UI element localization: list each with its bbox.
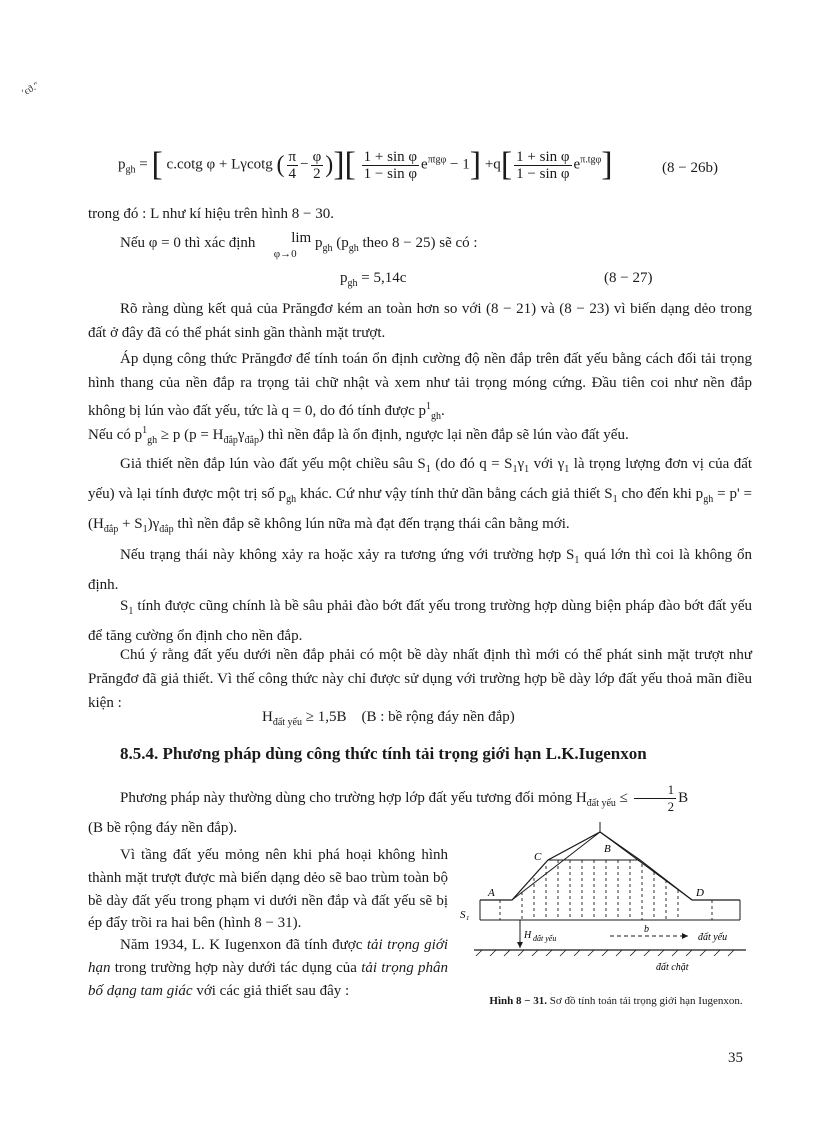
neu-b: p (314, 235, 323, 251)
para-neu-trang-thai (88, 543, 752, 597)
neu-c: (p (336, 235, 349, 251)
gt-i: + S (122, 516, 143, 532)
gt-b: (do đó q = S (435, 456, 513, 472)
para-nam-1934 (88, 934, 448, 1002)
eq-label-8-27: (8 − 27) (604, 270, 653, 286)
eq827-lhs-sub: gh (347, 278, 358, 289)
neuco-sup: 1 (142, 425, 148, 436)
firm-soil-hatch (476, 950, 734, 956)
gt-g2: 1 (564, 464, 570, 475)
label-h: H (524, 930, 532, 941)
gt-e: là trọng lượng đơn vị của đất yếu) và lại tính được một trị số p (88, 456, 753, 502)
eq-four: 4 (288, 165, 297, 182)
margin-mark: ʹϵϑ.ʺ (20, 80, 41, 99)
eq-den2: 1 − sin φ (516, 165, 570, 182)
b-arrowhead (682, 933, 688, 939)
eq-two: 2 (313, 165, 321, 182)
nam-b: trong trường hợp này dưới tác dụng của (114, 959, 357, 976)
gt-s4: 1 (142, 524, 148, 535)
gt-s2: 1 (512, 464, 518, 475)
label-c: C (534, 851, 542, 863)
apdung-sup: 1 (426, 401, 432, 412)
page-number: 35 (728, 1050, 743, 1066)
para-ro-rang: Rõ ràng dùng kết quả của Prăngđơ kém an toàn hơn so với (8 − 21) và (8 − 23) vì biến dạng dẻo trong đất ở đây đã có thể phát sinh gần thành mặt trượt. (88, 301, 752, 341)
figure-8-31 (460, 820, 760, 990)
eq-phi: φ (312, 148, 322, 165)
embankment-hatch (500, 860, 712, 920)
label-b: b (644, 924, 649, 935)
neu-c-sub: gh (348, 243, 359, 254)
para-chu-y: Chú ý rằng đất yếu dưới nền đắp phải có một bề dày nhất định thì mới có thể phát sinh mặt trượt như Prăngđơ đã giả thiết. Vì thế công thức này chỉ được sử dụng với trường hợp bề dày lớp đất yếu thoả mãn điều kiện : (88, 647, 752, 711)
label-d: D (696, 887, 704, 899)
cond-a-sub: đất yếu (272, 717, 302, 728)
s1-s: 1 (128, 606, 134, 617)
nt-a: Nếu trạng thái này không xảy ra hoặc xảy ra tương ứng với trường hợp S (120, 547, 575, 563)
label-s1: S₁ (460, 909, 470, 921)
load-triangle-right (600, 832, 692, 900)
s1-b: tính được cũng chính là bề sâu phải đào bớt đất yếu trong trường hợp dùng biện pháp đào bớt đất yếu để tăng cường ổn định cho nền đắp. (88, 598, 753, 644)
pp-frac (634, 782, 677, 815)
equation-8-26b: $p_{gh}$ = [ c.cotg φ + Lγcotg ( $\frac{\pi}{4}$ − $\frac{\varphi}{2}$ )][ $\frac{\text{1 + sin φ}}{\text{1 − sin φ}}$ $e^{\pi tg\varphi} - 1] +q$[ $\frac{\text{1 + sin φ}}{\text{1 − sin φ}}$ $e^{\pi.tg\varphi}$] (118, 146, 613, 183)
nt-s: 1 (574, 555, 580, 566)
nam-c: với các giả thiết sau đây : (196, 982, 350, 999)
gt-k: thì nền đắp sẽ không lún nữa mà đạt đến trạng thái cân bằng mới. (177, 516, 570, 532)
eq-num2: 1 + sin φ (516, 148, 570, 165)
apdung-text: Áp dụng công thức Prăngđơ để tính toán ổn định cường độ nền đắp trên đất yếu bằng cách đối tải trọng hình thang của nền đắp ra trọng tải chữ nhật và xem như tải trọng móng cứng. Đầu tiên coi như nền đắp không bị lún vào đất yếu, tức là q = 0, do đó tính được p (88, 351, 752, 419)
pp-c: B (678, 789, 689, 806)
neuco-sub: gh (147, 435, 158, 446)
gt-s1: 1 (425, 464, 431, 475)
gt-g: cho đến khi p (621, 486, 704, 502)
neuco-c: γ (237, 427, 245, 443)
eq-num1: 1 + sin φ (363, 148, 418, 165)
figure-caption (476, 994, 756, 1009)
eq827-lhs: p (340, 270, 348, 286)
pp-num: 1 (634, 782, 677, 799)
para-phuong-phap (88, 782, 752, 816)
para-neu-co (88, 419, 752, 453)
limit-block (259, 231, 311, 262)
caption-bold: Hình 8 − 31. (489, 995, 548, 1007)
eq-pi: π (288, 148, 297, 165)
cond-c: (B : bề rộng đáy nền đắp) (361, 709, 515, 725)
neuco-d: ) thì nền đắp là ổn định, ngược lại nền đắp sẽ lún vào đất yếu. (258, 427, 629, 443)
condition-line (262, 709, 515, 728)
eq-plusq: +q (484, 156, 501, 173)
para-s1 (88, 594, 752, 648)
eq-lhs: p (118, 156, 126, 173)
gt-s3: 1 (612, 494, 618, 505)
neuco-c-sub: đắp (244, 435, 259, 446)
text-trong-do: trong đó : L như kí hiệu trên hình 8 − 30. (88, 206, 335, 222)
equation-8-27 (340, 270, 406, 289)
eq-exp2: π.tgφ (580, 154, 602, 166)
gt-h-sub: đắp (103, 524, 119, 535)
load-triangle-left (512, 832, 600, 900)
nam-i1: tải trọng giới hạn (88, 937, 448, 976)
pp-b: ≤ (619, 789, 628, 806)
gt-e-sub: gh (286, 494, 297, 505)
gt-a: Giả thiết nền đắp lún vào đất yếu một chiều sâu S (120, 456, 426, 472)
cond-b: ≥ 1,5B (305, 709, 347, 725)
s1-a: S (120, 598, 129, 614)
eq-minus1: − 1 (450, 156, 470, 173)
eq827-rhs: = 5,14c (361, 270, 407, 286)
eq-label-8-26b: (8 − 26b) (662, 160, 718, 176)
gt-j-sub: đắp (159, 524, 174, 535)
pp-a-sub: đất yếu (586, 797, 616, 809)
apdung-end: . (441, 403, 445, 419)
label-dat-yeu: đất yếu (698, 932, 728, 943)
nt-b: quá lớn thì coi là không ổn định. (88, 547, 753, 593)
gt-h: = p' = (H (88, 486, 753, 532)
label-a: A (488, 887, 495, 899)
eq-den1: 1 − sin φ (363, 165, 418, 182)
gt-j: )γ (147, 516, 160, 532)
nam-i2: tải trọng phân bố dạng tam giác (88, 959, 449, 999)
para-vi-tang: Vì tầng đất yếu mỏng nên khi phá hoại không hình thành mặt trượt được mà biến dạng dẻo sẽ bao trùm toàn bộ bề dày đất yếu trong phạm vi dưới nền đắp và đất yếu sẽ bị ép đẩy trồi ra hai bên (hình 8 − 31). (88, 847, 448, 932)
caption-rest: Sơ đồ tính toán tải trọng giới hạn Iugenxon. (549, 995, 743, 1007)
para-gia-thiet (88, 452, 752, 542)
pp-a: Phương pháp này thường dùng cho trường hợp lớp đất yếu tương đối mỏng H (120, 789, 587, 806)
lim-word: lim (291, 230, 312, 246)
apdung-sub: gh (431, 411, 442, 422)
neu-d: theo 8 − 25) sẽ có : (362, 235, 478, 251)
gt-g1: 1 (524, 464, 530, 475)
gt-g-sub: gh (703, 494, 714, 505)
neu-b-sub: gh (322, 243, 333, 254)
eq-lhs-sub: gh (125, 164, 136, 176)
nam-a: Năm 1934, L. K Iugenxon đã tính được (120, 937, 363, 953)
depth-arrowhead (517, 942, 523, 948)
text-neu-phi (88, 231, 752, 262)
neuco-b: ≥ p (p = H (160, 427, 224, 443)
gt-f: khác. Cứ như vậy tính thử dần bằng cách giả thiết S (299, 486, 613, 502)
label-h-sub: đất yếu (533, 934, 557, 943)
neu-a: Nếu φ = 0 thì xác định (120, 235, 256, 251)
eq-exp1: πtgφ (427, 154, 447, 166)
section-heading: 8.5.4. Phương pháp dùng công thức tính tải trọng giới hạn L.K.Iugenxon (120, 744, 647, 763)
eq-term1: c.cotg φ + Lγcotg (166, 156, 273, 173)
neuco-b-sub: đắp (223, 435, 238, 446)
label-b-point: B (604, 843, 611, 855)
lim-sub: φ→0 (273, 248, 297, 260)
para-ap-dung (88, 347, 752, 429)
gt-c: γ (517, 456, 525, 472)
gt-d: với γ (533, 456, 565, 472)
label-dat-chat: đất chặt (656, 962, 689, 973)
cond-a: H (262, 709, 273, 725)
pp-den: 2 (667, 799, 675, 814)
text-b-be-rong: (B bề rộng đáy nền đắp). (88, 820, 238, 836)
neuco-a: Nếu có p (88, 427, 143, 443)
